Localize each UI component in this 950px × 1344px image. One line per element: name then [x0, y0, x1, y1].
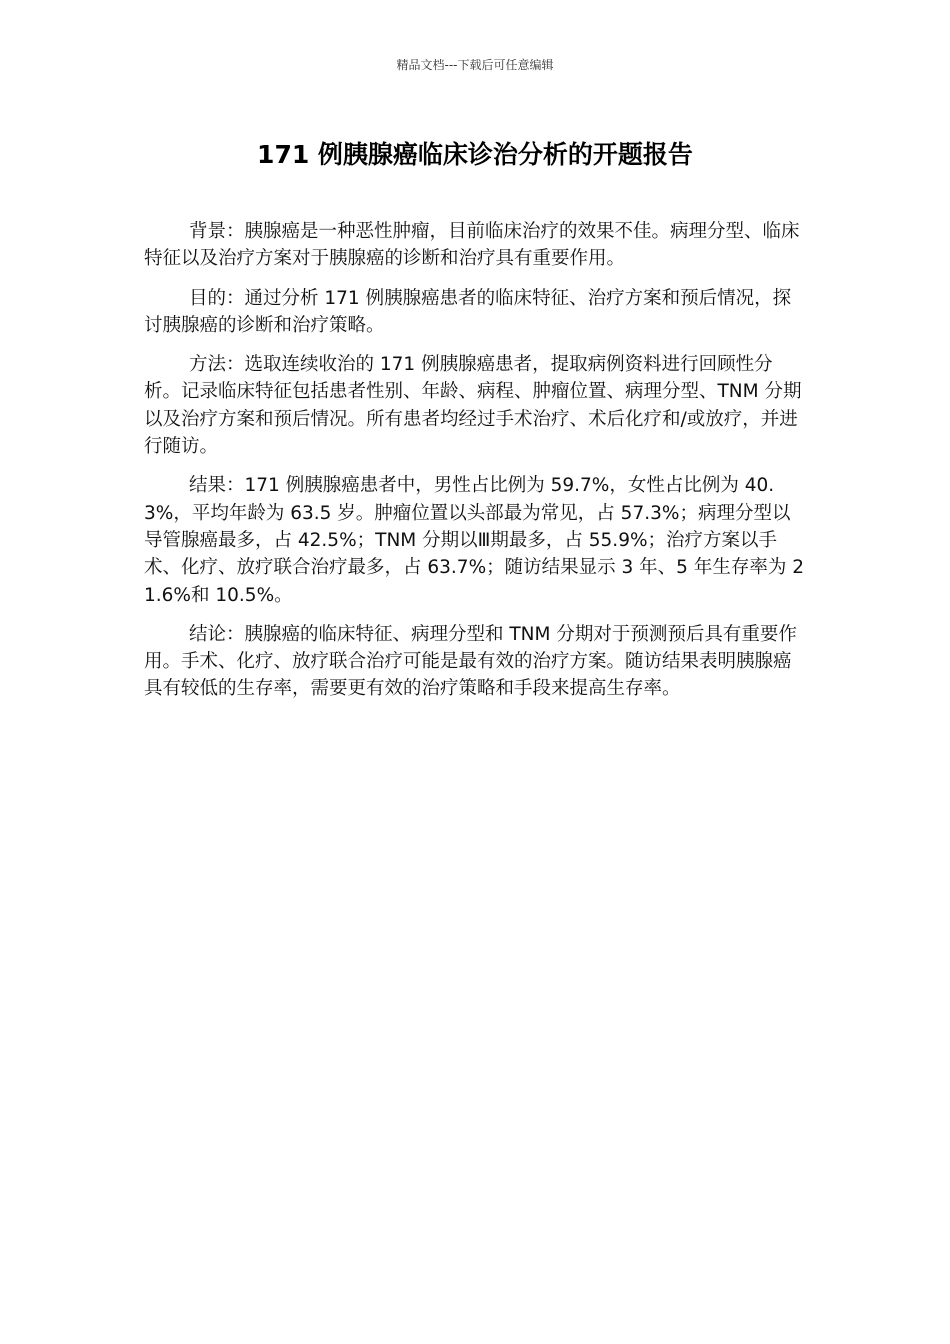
paragraph-methods: 方法：选取连续收治的 171 例胰腺癌患者，提取病例资料进行回顾性分析。记录临床特征包括患者性别、年龄、病程、肿瘤位置、病理分型、TNM 分期以及治疗方案和预后情况。所有患者均经过手术治疗、术后化疗和/或放疗，并进行随访。 — [144, 354, 802, 458]
page-header: 精品文档---下载后可任意编辑 — [396, 58, 554, 72]
paragraph-background: 背景：胰腺癌是一种恶性肿瘤，目前临床治疗的效果不佳。病理分型、临床特征以及治疗方案对于胰腺癌的诊断和治疗具有重要作用。 — [144, 221, 800, 270]
document-body — [144, 218, 804, 715]
paragraph-conclusion: 结论：胰腺癌的临床特征、病理分型和 TNM 分期对于预测预后具有重要作用。手术、化疗、放疗联合治疗可能是最有效的治疗方案。随访结果表明胰腺癌具有较低的生存率，需要更有效的治疗策略和手段来提高生存率。 — [144, 623, 797, 700]
document-title: 171 例胰腺癌临床诊治分析的开题报告 — [257, 140, 693, 169]
paragraph-results: 结果：171 例胰腺癌患者中，男性占比例为 59.7%，女性占比例为 40.3%，平均年龄为 63.5 岁。肿瘤位置以头部最为常见，占 57.3%；病理分型以导管腺癌最多，占 42.5%；TNM 分期以Ⅲ期最多，占 55.9%；治疗方案以手术、化疗、放疗联合治疗最多，占 63.7%；随访结果显示 3 年、5 年生存率为 21.6%和 10.5%。 — [144, 475, 804, 606]
paragraph-objective: 目的：通过分析 171 例胰腺癌患者的临床特征、治疗方案和预后情况，探讨胰腺癌的诊断和治疗策略。 — [144, 287, 792, 336]
